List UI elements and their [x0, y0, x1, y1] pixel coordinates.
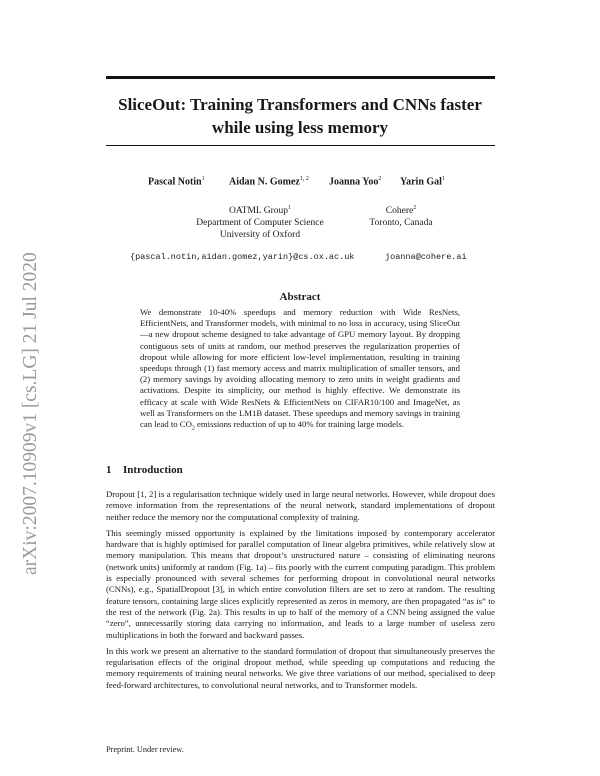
author-3: Joanna Yoo$^2$	[329, 176, 382, 188]
arxiv-stamp-text: arXiv:2007.10909v1 [cs.LG] 21 Jul 2020	[20, 252, 41, 575]
arxiv-stamp	[14, 210, 44, 580]
abstract-body: We demonstrate 10-40% speedups and memory reduction with Wide ResNets, EfficientNets, and Transformer models, with minimal to no loss in accuracy, using SliceOut—a new dropout scheme designed to take advantage of GPU memory layout. By dropping contiguous sets of units at random, our method preserves the regularization properties of dropout while allowing for more efficient low-level implementation, resulting in training speedups through (1) fast memory access and matrix multiplication of smaller tensors, and (2) memory savings by avoiding allocating memory to zero units in weight gradients and activations. Despite its simplicity, our method is highly effective. We demonstrate its efficacy at scale with Wide ResNets & EfficientNets on CIFAR10/100 and ImageNet, as well as Transformers on the LM1B dataset. These speedups and memory savings in training can lead to $CO_2$ emissions reduction of up to 40% for training large models.	[140, 307, 460, 432]
title-line-1: SliceOut: Training Transformers and CNNs faster	[118, 95, 482, 114]
top-rule	[106, 76, 495, 79]
paragraph: In this work we present an alternative to the standard formulation of dropout that simultaneously preserves the regularisation effects of the original dropout method, while speeding up computations and reducing the memory requirements of training neural networks. We give three variations of our method, specialised to deep feed-forward architectures, to convolutional neural networks, and to Transformer models.	[106, 645, 495, 690]
introduction-body	[106, 489, 495, 696]
author-1: Pascal Notin$^1$	[148, 176, 205, 188]
title-bottom-rule	[106, 145, 495, 146]
paragraph: This seemingly missed opportunity is explained by the limitations imposed by contemporary accelerator hardware that is highly optimised for parallel computation of linear algebra primitives, while relatively slow at memory manipulation. This means that dropout’s unstructured nature – consisting of eliminating neurons (network units) uniformly at random (Fig. 1a) – fits poorly with the current computing paradigm. This problem is especially pronounced with several schemes for performing dropout in convolutional neural networks (CNNs), e.g., SpatialDropout [3], in which entire convolution filters are set to zero at random. The resulting feature tensors, containing large slices explicitly represented as zeros in memory, are then propagated “as is” to the rest of the network (Fig. 2a). This results in up to half of the memory of a CNN being assigned the value “zero”, unnecessarily storing data carrying no information, and leads to a large number of useless zero multiplications in both the forward and backward passes.	[106, 527, 495, 640]
paragraph: Dropout [1, 2] is a regularisation technique widely used in large neural networks. However, while dropout does remove information from the representations of the neural network, standard implementations of dropout neither reduce the memory nor the computational complexity of training.	[106, 489, 495, 522]
author-4: Yarin Gal$^1$	[400, 176, 445, 188]
title-line-2: while using less memory	[211, 118, 389, 137]
affiliation-cohere: Cohere$^2$ Toronto, Canada	[369, 205, 433, 229]
email-cohere[interactable]: joanna@cohere.ai	[385, 252, 467, 262]
abstract-heading: Abstract	[279, 291, 321, 303]
affiliation-oxford: OATML Group$^1$ Department of Computer Science University of Oxford	[196, 205, 324, 241]
author-2: Aidan N. Gomez$^{1, 2}$	[229, 176, 309, 188]
email-oxford[interactable]: {pascal.notin,aidan.gomez,yarin}@cs.ox.ac.uk	[130, 252, 355, 262]
section-heading	[106, 464, 183, 476]
paper-title	[100, 93, 500, 139]
section-number: 1	[106, 464, 112, 476]
footer-note: Preprint. Under review.	[106, 745, 184, 754]
section-title: Introduction	[123, 464, 183, 476]
